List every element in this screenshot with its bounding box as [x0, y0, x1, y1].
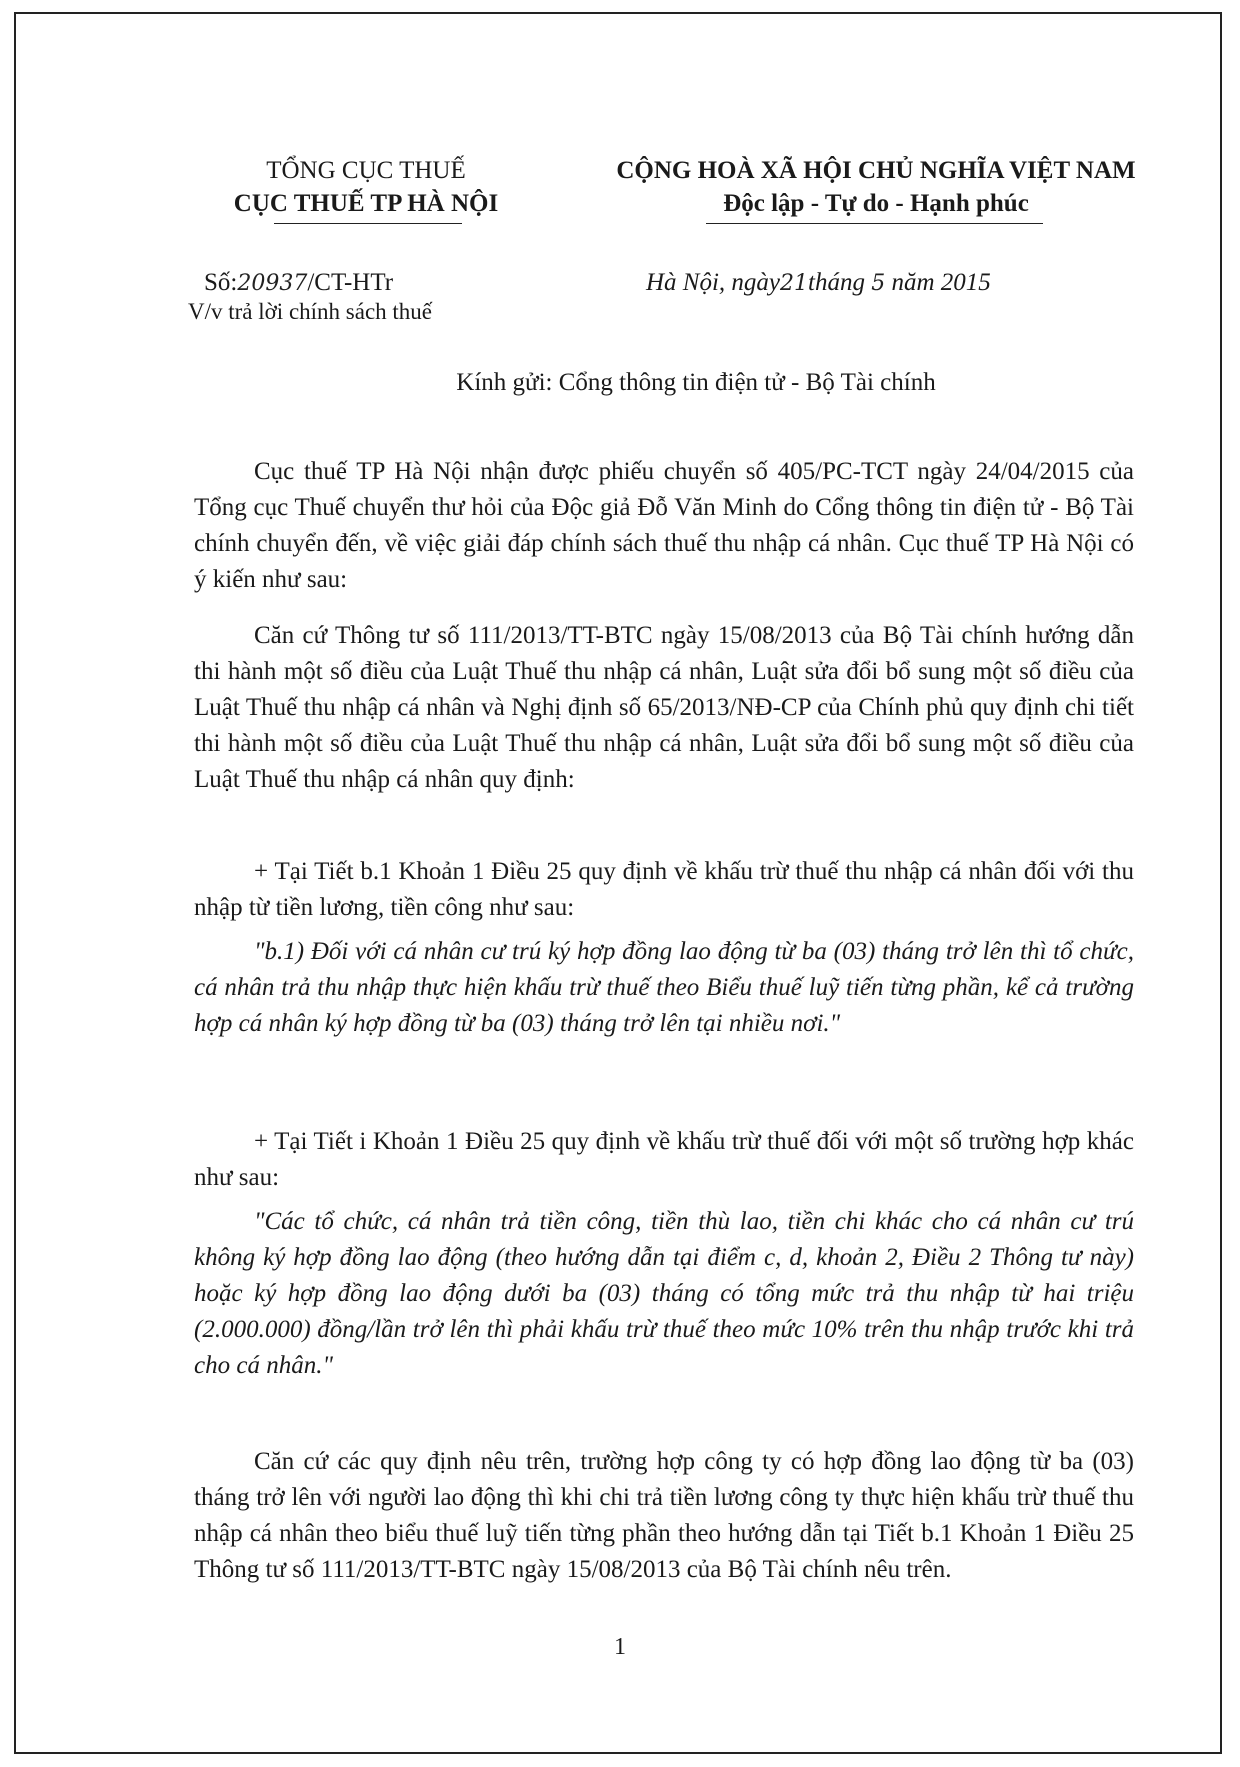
paragraph-intro — [194, 454, 1134, 598]
paragraph-conclusion-text: Căn cứ các quy định nêu trên, trường hợp công ty có hợp đồng lao động từ ba (03) tháng trở lên với người lao động thì khi chi trả tiền lương công ty thực hiện khấu trừ thuế thu nhập cá nhân theo biểu thuế luỹ tiến từng phần theo hướng dẫn tại Tiết b.1 Khoản 1 Điều 25 Thông tư số 111/2013/TT-BTC ngày 15/08/2013 của Bộ Tài chính nêu trên. — [194, 1448, 1134, 1583]
page-number: 1 — [614, 1634, 626, 1660]
issuer-parent: TỔNG CỤC THUẾ — [266, 157, 466, 184]
quote-clause-i-text: "Các tổ chức, cá nhân trả tiền công, tiền thù lao, tiền chi khác cho cá nhân cư trú không ký hợp đồng lao động (theo hướng dẫn tại điểm c, d, khoản 2, Điều 2 Thông tư này) hoặc ký hợp đồng lao động dưới ba (03) tháng có tổng mức trả thu nhập từ hai triệu (2.000.000) đồng/lần trở lên thì phải khấu trừ thuế theo mức 10% trên thu nhập trước khi trả cho cá nhân." — [194, 1208, 1134, 1379]
document-number-prefix: Số: — [204, 269, 238, 296]
document-date — [646, 266, 1186, 300]
issuer-block — [186, 154, 546, 220]
date-prefix: Hà Nội, ngày — [646, 269, 781, 296]
paragraph-intro-text: Cục thuế TP Hà Nội nhận được phiếu chuyển số 405/PC-TCT ngày 24/04/2015 của Tổng cục Thuế chuyển thư hỏi của Độc giả Đỗ Văn Minh do Cổng thông tin điện tử - Bộ Tài chính chuyển đến, về việc giải đáp chính sách thuế thu nhập cá nhân. Cục thuế TP Hà Nội có ý kiến như sau: — [194, 458, 1134, 593]
date-month-handwritten: 5 — [871, 271, 886, 296]
quote-clause-b1-text: "b.1) Đối với cá nhân cư trú ký hợp đồng lao động từ ba (03) tháng trở lên thì tổ chức, cá nhân trả thu nhập thực hiện khấu trừ thuế theo Biểu thuế luỹ tiến từng phần, kể cả trường hợp cá nhân ký hợp đồng từ ba (03) tháng trở lên tại nhiều nơi." — [194, 938, 1134, 1037]
paragraph-clause-b1-text: + Tại Tiết b.1 Khoản 1 Điều 25 quy định về khấu trừ thuế thu nhập cá nhân đối với thu nhập từ tiền lương, tiền công như sau: — [194, 858, 1134, 921]
document-number — [204, 266, 584, 300]
date-day-handwritten: 21 — [780, 271, 809, 296]
paragraph-legal-basis — [194, 618, 1134, 798]
paragraph-clause-i-text: + Tại Tiết i Khoản 1 Điều 25 quy định về khấu trừ thuế đối với một số trường hợp khác như sau: — [194, 1128, 1134, 1191]
national-title: CỘNG HOÀ XÃ HỘI CHỦ NGHĨA VIỆT NAM — [616, 157, 1136, 184]
paragraph-clause-i — [194, 1124, 1134, 1196]
issuer-name: CỤC THUẾ TP HÀ NỘI — [233, 190, 499, 217]
recipient-line: Kính gửi: Cổng thông tin điện tử - Bộ Tài chính — [456, 369, 936, 396]
national-motto: Độc lập - Tự do - Hạnh phúc — [723, 190, 1029, 217]
national-heading — [576, 154, 1176, 220]
document-number-handwritten: 20937 — [237, 271, 308, 296]
paragraph-clause-b1 — [194, 854, 1134, 926]
document-number-suffix: /CT-HTr — [307, 269, 394, 296]
paragraph-conclusion — [194, 1444, 1134, 1588]
quote-clause-b1 — [194, 934, 1134, 1042]
issuer-underline — [274, 223, 462, 224]
document-subject: V/v trả lời chính sách thuế — [188, 299, 433, 324]
document-page — [14, 12, 1222, 1754]
motto-underline — [706, 223, 1043, 224]
paragraph-legal-basis-text: Căn cứ Thông tư số 111/2013/TT-BTC ngày 15/08/2013 của Bộ Tài chính hướng dẫn thi hành một số điều của Luật Thuế thu nhập cá nhân, Luật sửa đổi bổ sung một số điều của Luật Thuế thu nhập cá nhân và Nghị định số 65/2013/NĐ-CP của Chính phủ quy định chi tiết thi hành một số điều của Luật Thuế thu nhập cá nhân, Luật sửa đổi bổ sung một số điều của Luật Thuế thu nhập cá nhân quy định: — [194, 622, 1134, 793]
date-year: năm 2015 — [891, 269, 991, 296]
date-month-label: tháng — [808, 269, 865, 296]
quote-clause-i — [194, 1204, 1134, 1384]
